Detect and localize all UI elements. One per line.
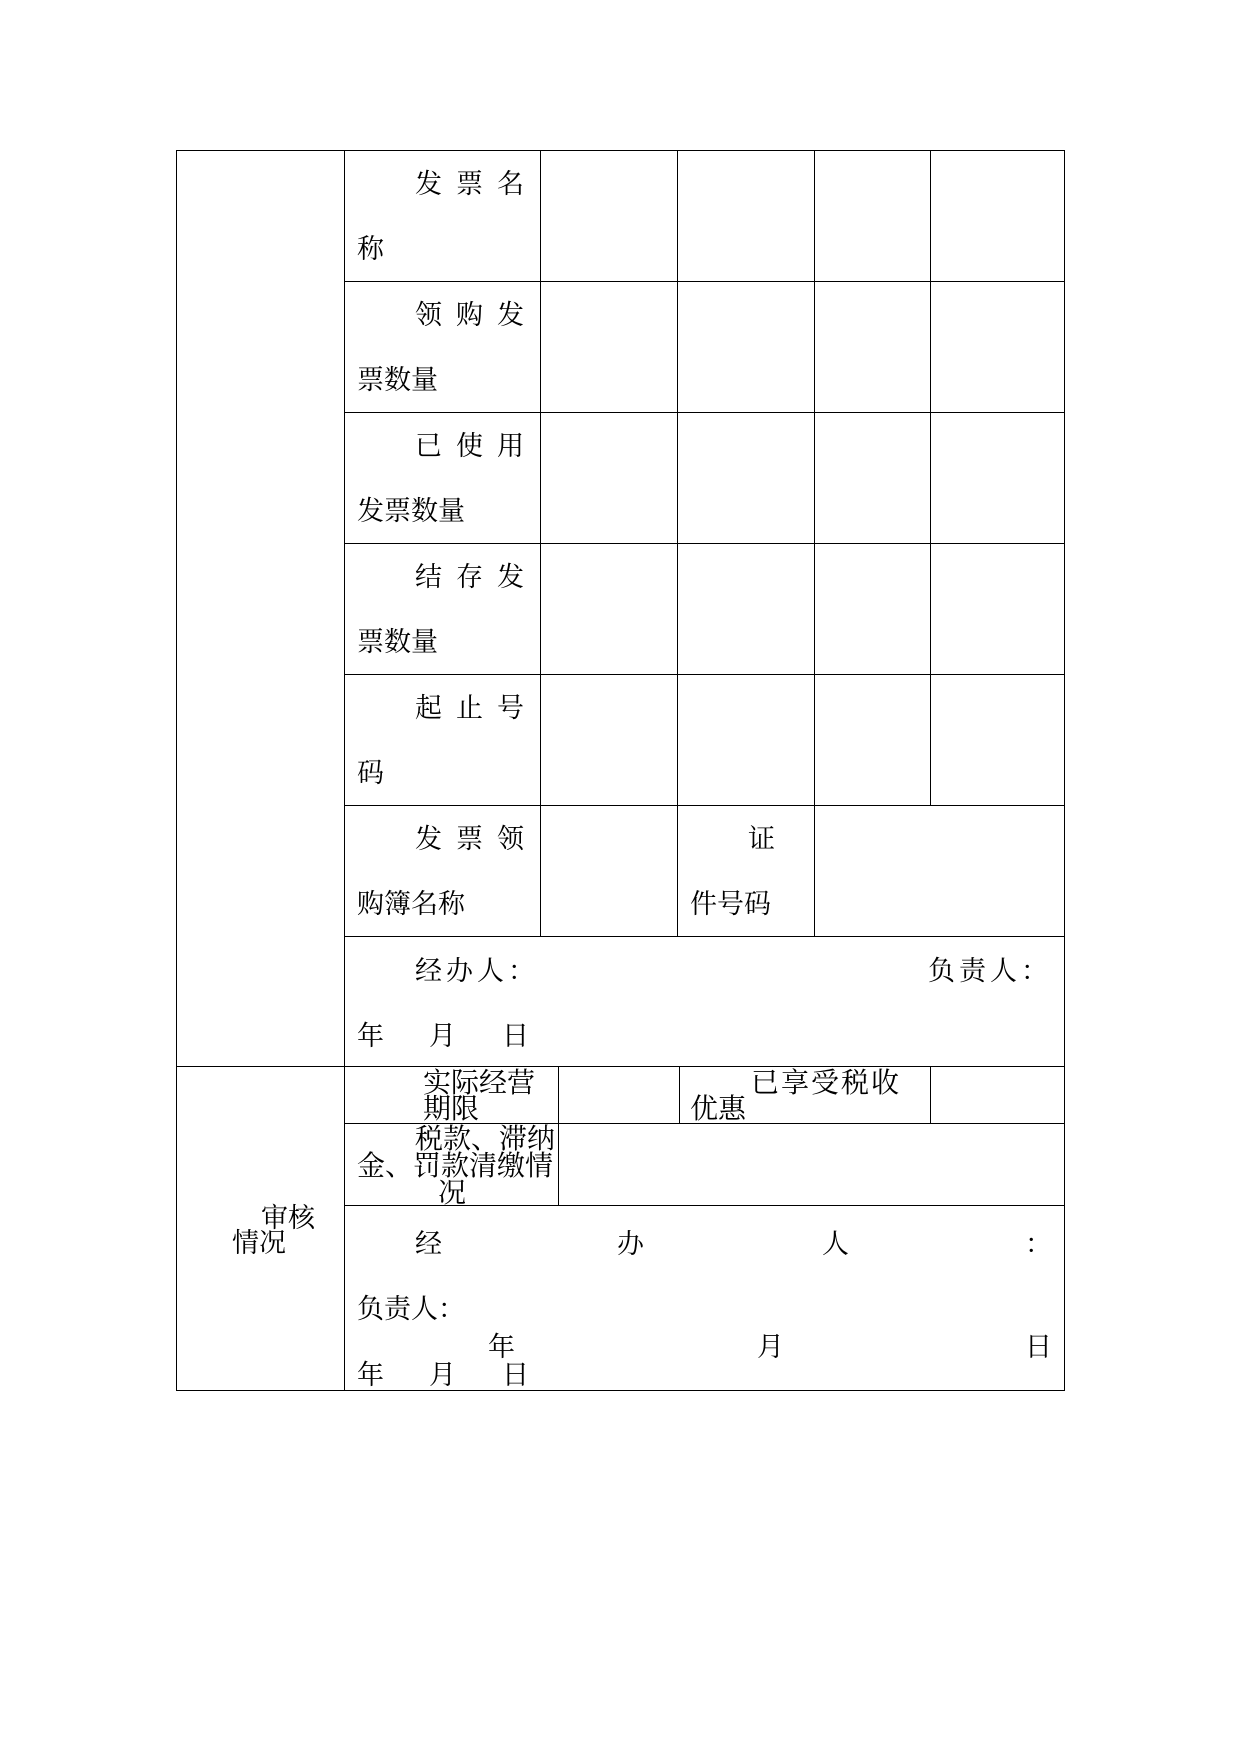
remaining-quantity-value-cell[interactable]: [540, 543, 678, 675]
tax-clearance-label-line1: 税款、滞纳: [415, 1122, 556, 1155]
purchased-quantity-label-line1: 领购发: [415, 300, 538, 331]
review-title-line2: 情况: [232, 1228, 286, 1259]
number-range-label-line2: 码: [357, 758, 384, 789]
review-date-month: 月: [429, 1360, 456, 1391]
remaining-quantity-value-cell[interactable]: [814, 543, 931, 675]
number-range-value-cell[interactable]: [814, 674, 931, 806]
number-range-value-cell[interactable]: [677, 674, 815, 806]
purchase-book-value-cell[interactable]: [540, 805, 678, 937]
invoice-date-day: 日: [502, 1021, 529, 1052]
purchase-book-label-line1: 发票领: [415, 824, 538, 855]
certificate-label-line2: 件号码: [690, 889, 771, 920]
purchase-book-label-line2: 购簿名称: [357, 889, 465, 920]
review-handler-char-2: 办: [617, 1229, 644, 1260]
remaining-quantity-label-line2: 票数量: [357, 627, 438, 658]
invoice-date-month: 月: [429, 1021, 456, 1052]
review-date-spread-month: 月: [757, 1332, 784, 1363]
left-merged-cell: [176, 150, 345, 1067]
number-range-value-cell[interactable]: [930, 674, 1065, 806]
review-date-year: 年: [357, 1360, 384, 1391]
purchased-quantity-value-cell[interactable]: [677, 281, 815, 413]
remaining-quantity-value-cell[interactable]: [930, 543, 1065, 675]
used-quantity-label-line1: 已使用: [415, 431, 538, 462]
purchased-quantity-value-cell[interactable]: [540, 281, 678, 413]
review-handler-char-1: 经: [415, 1229, 442, 1260]
operating-period-value-cell[interactable]: [558, 1066, 680, 1124]
number-range-label-line1: 起止号: [415, 693, 538, 724]
invoice-responsible-label: 负责人：: [928, 956, 1052, 987]
certificate-label-line1: 证: [748, 824, 775, 855]
remaining-quantity-value-cell[interactable]: [677, 543, 815, 675]
review-date-spread-day: 日: [1025, 1332, 1052, 1363]
tax-clearance-value-cell[interactable]: [558, 1123, 1065, 1206]
review-responsible-label: 负责人：: [357, 1294, 465, 1325]
purchased-quantity-value-cell[interactable]: [930, 281, 1065, 413]
invoice-name-value-cell[interactable]: [930, 150, 1065, 282]
tax-clearance-label-line3: 况: [438, 1176, 467, 1209]
review-handler-char-4: ：: [1025, 1229, 1052, 1260]
number-range-value-cell[interactable]: [540, 674, 678, 806]
review-handler-char-3: 人: [822, 1229, 849, 1260]
tax-benefit-label-line1: 已享受税收: [751, 1066, 902, 1099]
tax-benefit-label-line2: 优惠: [690, 1092, 747, 1125]
used-quantity-label-line2: 发票数量: [357, 496, 465, 527]
review-date-spread-year: 年: [488, 1332, 515, 1363]
used-quantity-value-cell[interactable]: [540, 412, 678, 544]
invoice-name-label-line1: 发票名: [415, 169, 538, 200]
review-title-line1: 审核: [261, 1203, 315, 1234]
purchased-quantity-value-cell[interactable]: [814, 281, 931, 413]
invoice-name-value-cell[interactable]: [677, 150, 815, 282]
used-quantity-value-cell[interactable]: [814, 412, 931, 544]
invoice-name-value-cell[interactable]: [540, 150, 678, 282]
invoice-name-label-line2: 称: [357, 234, 384, 265]
tax-benefit-value-cell[interactable]: [930, 1066, 1065, 1124]
certificate-value-cell[interactable]: [814, 805, 1065, 937]
purchased-quantity-label-line2: 票数量: [357, 365, 438, 396]
operating-period-label-line2: 期限: [423, 1092, 480, 1125]
invoice-date-year: 年: [357, 1021, 384, 1052]
review-date-day: 日: [502, 1360, 529, 1391]
invoice-handler-label: 经办人：: [415, 956, 539, 987]
used-quantity-value-cell[interactable]: [930, 412, 1065, 544]
remaining-quantity-label-line1: 结存发: [415, 562, 538, 593]
invoice-name-value-cell[interactable]: [814, 150, 931, 282]
tax-clearance-label-line2: 金、罚款清缴情: [357, 1149, 554, 1182]
operating-period-label-line1: 实际经营: [423, 1066, 536, 1099]
used-quantity-value-cell[interactable]: [677, 412, 815, 544]
